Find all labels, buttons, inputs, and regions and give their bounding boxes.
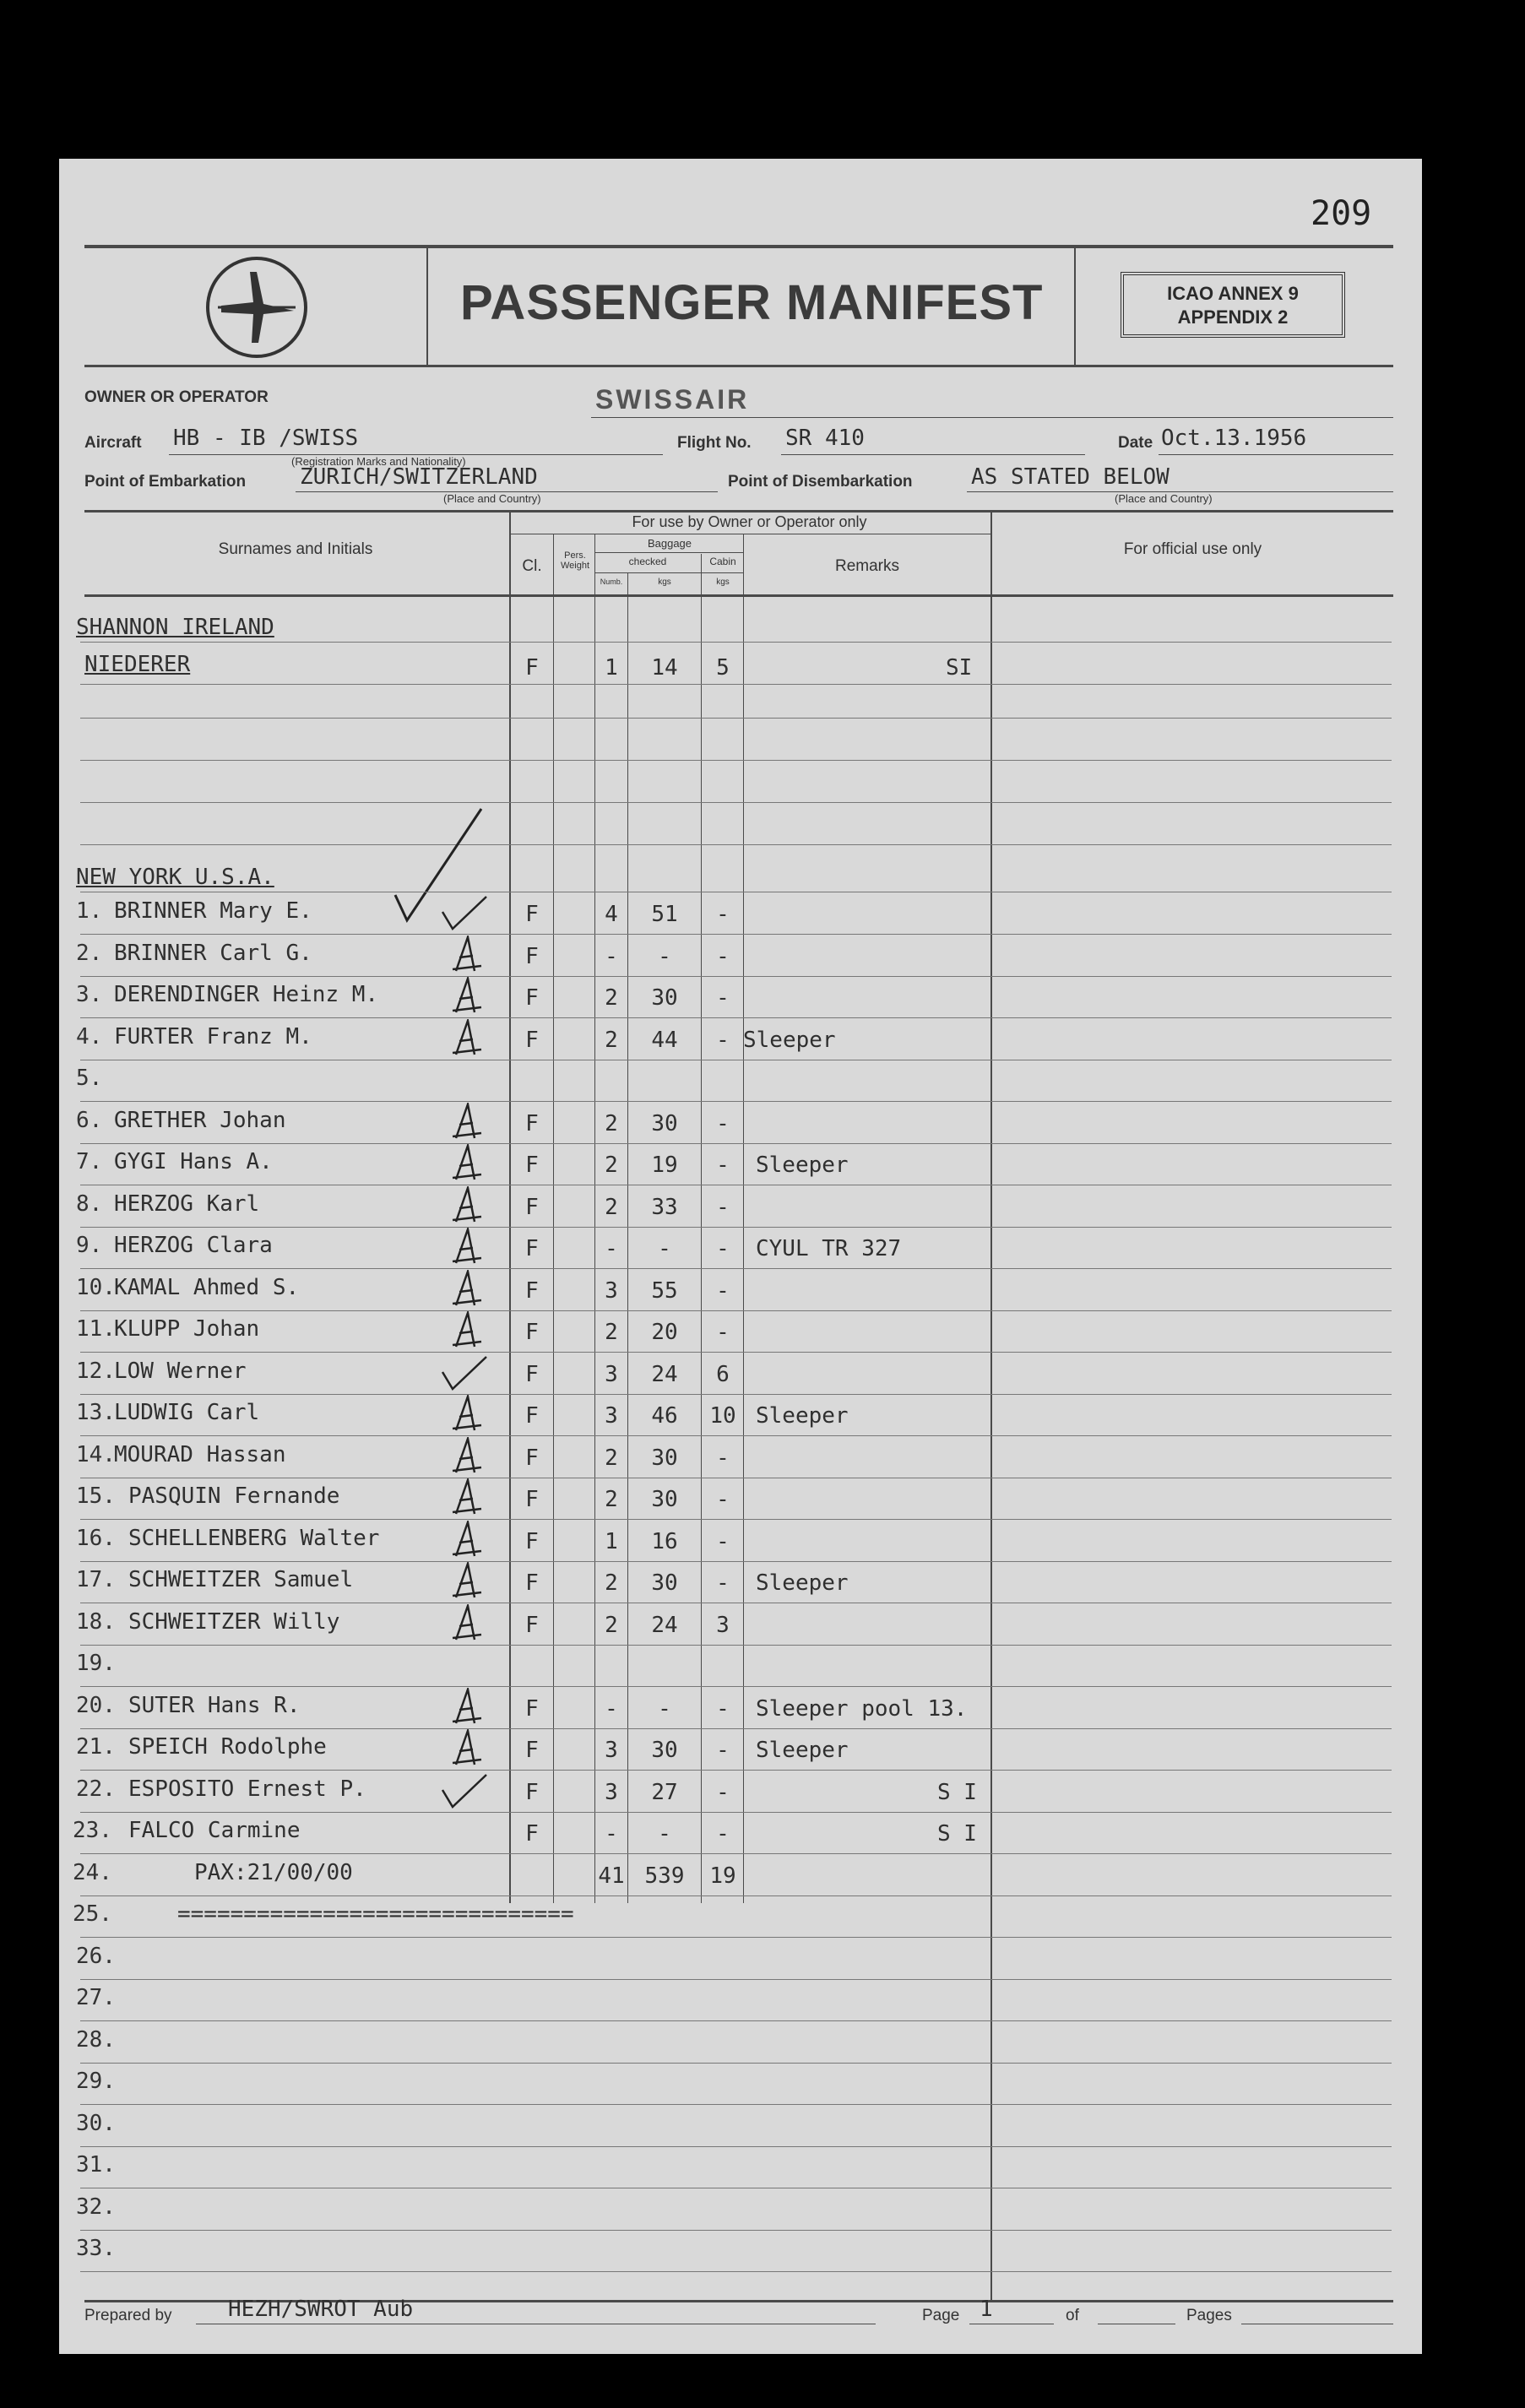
row-rule xyxy=(80,1812,1392,1813)
cabin-kgs: 19 xyxy=(709,1863,736,1889)
row-rule xyxy=(80,1143,1392,1144)
passenger-name: LOW Werner xyxy=(114,1359,247,1384)
row-rule xyxy=(80,1101,1392,1102)
row-number: 15. xyxy=(76,1483,116,1509)
cabin-kgs: - xyxy=(716,1821,730,1847)
baggage-kgs: 16 xyxy=(651,1529,678,1554)
passenger-name: KAMAL Ahmed S. xyxy=(114,1275,300,1300)
passenger-class: F xyxy=(525,1613,539,1638)
niederer-kgs: 14 xyxy=(651,655,678,681)
pages-label: Pages xyxy=(1186,2307,1232,2324)
passenger-name: FURTER Franz M. xyxy=(114,1024,312,1049)
cabin-kgs: - xyxy=(716,1570,730,1596)
baggage-number: - xyxy=(605,1696,618,1722)
row-number: 14. xyxy=(76,1442,116,1467)
row-rule xyxy=(80,976,1392,977)
cabin-kgs: 3 xyxy=(716,1613,730,1638)
passenger-name: ESPOSITO Ernest P. xyxy=(128,1776,366,1802)
section-newyork: NEW YORK U.S.A. xyxy=(76,865,274,890)
row-number: 5. xyxy=(76,1066,103,1091)
cabin-kgs: - xyxy=(716,1152,730,1178)
pers-label: Pers. xyxy=(564,550,586,561)
cabin-kgs: - xyxy=(716,1780,730,1805)
niederer-remark: SI xyxy=(946,655,973,681)
baggage-number: - xyxy=(605,944,618,969)
embarkation-value: ZURICH/SWITZERLAND xyxy=(300,464,538,490)
passenger-name: MOURAD Hassan xyxy=(114,1442,286,1467)
cabin-kgs: 6 xyxy=(716,1362,730,1387)
passenger-name: PASQUIN Fernande xyxy=(128,1483,340,1509)
cabin-kgs: - xyxy=(716,1487,730,1512)
cabin-kgs: - xyxy=(716,1696,730,1722)
row-number: 21. xyxy=(76,1734,116,1760)
surnames-header: Surnames and Initials xyxy=(218,540,373,558)
handwritten-a-mark-icon xyxy=(439,1228,490,1265)
weight-label: Weight xyxy=(560,561,590,571)
row-rule xyxy=(80,2104,1392,2105)
passenger-class: F xyxy=(525,1529,539,1554)
official-header: For official use only xyxy=(1123,540,1262,558)
row-rule xyxy=(80,1268,1392,1269)
passenger-name: BRINNER Carl G. xyxy=(114,941,312,966)
row-rule xyxy=(80,2063,1392,2064)
operator-value: SWISSAIR xyxy=(595,384,750,415)
passenger-name: GYGI Hans A. xyxy=(114,1149,273,1174)
baggage-kgs: 30 xyxy=(651,1570,678,1596)
checkmark-icon xyxy=(439,1771,490,1809)
passenger-class: F xyxy=(525,902,539,927)
row-rule xyxy=(80,1853,1392,1854)
row-rule xyxy=(80,1017,1392,1018)
handwritten-a-mark-icon xyxy=(439,1019,490,1056)
baggage-kgs: 30 xyxy=(651,1445,678,1471)
row-rule xyxy=(80,1227,1392,1228)
page-label: Page xyxy=(922,2307,960,2324)
niederer-cabin: 5 xyxy=(716,655,730,681)
row-rule xyxy=(80,802,1392,803)
baggage-kgs: 55 xyxy=(651,1278,678,1304)
passenger-remark: Sleeper xyxy=(756,1738,849,1763)
page-title: PASSENGER MANIFEST xyxy=(460,275,1044,330)
baggage-number: 3 xyxy=(605,1738,618,1763)
baggage-kgs: 30 xyxy=(651,1487,678,1512)
baggage-number: 2 xyxy=(605,985,618,1011)
cabin-kgs: - xyxy=(716,1236,730,1261)
reg-note: (Registration Marks and Nationality) xyxy=(291,455,466,468)
prepared-by-label: Prepared by xyxy=(84,2307,172,2324)
passenger-remark: S I xyxy=(937,1821,977,1847)
page-number: 209 xyxy=(1311,194,1372,233)
row-number: 18. xyxy=(76,1609,116,1635)
row-number: 9. xyxy=(76,1233,103,1258)
handwritten-a-mark-icon xyxy=(439,1437,490,1474)
checked-header: checked xyxy=(628,556,667,567)
row-rule xyxy=(80,1937,1392,1938)
handwritten-a-mark-icon xyxy=(439,1270,490,1307)
handwritten-a-mark-icon xyxy=(439,1521,490,1558)
row-number: 24. xyxy=(73,1860,112,1885)
passenger-name: KLUPP Johan xyxy=(114,1316,260,1342)
row-number: 3. xyxy=(76,982,103,1007)
passenger-remark: CYUL TR 327 xyxy=(756,1236,902,1261)
cabin-kgs: - xyxy=(716,1278,730,1304)
passenger-remark: Sleeper xyxy=(756,1403,849,1429)
page-value: 1 xyxy=(980,2297,993,2322)
cl-header: Cl. xyxy=(522,557,542,575)
row-rule xyxy=(80,1352,1392,1353)
date-value: Oct.13.1956 xyxy=(1161,426,1307,451)
passenger-class: F xyxy=(525,1570,539,1596)
cabin-kgs: - xyxy=(716,1529,730,1554)
passenger-remark: Sleeper xyxy=(743,1028,836,1053)
prepared-by-value: HEZH/SWROT Aub xyxy=(228,2297,414,2322)
baggage-number: 2 xyxy=(605,1487,618,1512)
cabin-kgs: 10 xyxy=(709,1403,736,1429)
baggage-number: 2 xyxy=(605,1570,618,1596)
place-country-note2: (Place and Country) xyxy=(1115,492,1213,505)
baggage-kgs: 30 xyxy=(651,1738,678,1763)
checked-rule xyxy=(595,572,744,573)
handwritten-a-mark-icon xyxy=(439,1688,490,1725)
passenger-name: SCHWEITZER Willy xyxy=(128,1609,340,1635)
date-underline xyxy=(1159,454,1393,455)
top-rule xyxy=(84,245,1393,248)
baggage-number: 2 xyxy=(605,1320,618,1345)
baggage-number: 3 xyxy=(605,1403,618,1429)
baggage-number: 3 xyxy=(605,1278,618,1304)
row-number: 12. xyxy=(76,1359,116,1384)
aircraft-label: Aircraft xyxy=(84,434,142,452)
passenger-class: F xyxy=(525,1195,539,1220)
handwritten-a-mark-icon xyxy=(439,1478,490,1516)
passenger-remark: Sleeper xyxy=(756,1570,849,1596)
baggage-kgs: 20 xyxy=(651,1320,678,1345)
baggage-kgs: 33 xyxy=(651,1195,678,1220)
passenger-class: F xyxy=(525,1320,539,1345)
cabin-kgs-header: kgs xyxy=(716,578,730,587)
baggage-kgs: 30 xyxy=(651,1111,678,1136)
baggage-kgs: - xyxy=(658,1696,671,1722)
table-header-rule xyxy=(84,594,1393,597)
passenger-class: F xyxy=(525,1738,539,1763)
kgs-header: kgs xyxy=(658,578,671,587)
passenger-name: DERENDINGER Heinz M. xyxy=(114,982,379,1007)
row-number: 33. xyxy=(76,2236,116,2261)
passenger-name: LUDWIG Carl xyxy=(114,1400,260,1425)
cabin-kgs: - xyxy=(716,1195,730,1220)
baggage-number: 2 xyxy=(605,1028,618,1053)
passenger-name: PAX:21/00/00 xyxy=(194,1860,353,1885)
passenger-class: F xyxy=(525,1236,539,1261)
airplane-logo-icon xyxy=(206,257,307,358)
col-line xyxy=(627,572,628,1903)
niederer-cl: F xyxy=(525,655,539,681)
baggage-header: Baggage xyxy=(647,537,692,550)
row-number: 32. xyxy=(76,2194,116,2220)
row-rule xyxy=(80,934,1392,935)
row-number: 25. xyxy=(73,1901,112,1927)
baggage-kgs: 27 xyxy=(651,1780,678,1805)
passenger-class: F xyxy=(525,1278,539,1304)
row-number: 4. xyxy=(76,1024,103,1049)
passenger-name: HERZOG Karl xyxy=(114,1191,260,1217)
passenger-class: F xyxy=(525,1780,539,1805)
numb-header: Numb. xyxy=(600,578,623,586)
baggage-kgs: 30 xyxy=(651,985,678,1011)
aircraft-value: HB - IB /SWISS xyxy=(173,426,359,451)
row-number: 13. xyxy=(76,1400,116,1425)
row-number: 23. xyxy=(73,1818,112,1843)
baggage-number: 2 xyxy=(605,1152,618,1178)
handwritten-a-mark-icon xyxy=(439,1562,490,1599)
flight-no-label: Flight No. xyxy=(677,434,752,452)
owner-label: OWNER OR OPERATOR xyxy=(84,388,269,406)
row-rule xyxy=(80,1728,1392,1729)
handwritten-a-mark-icon xyxy=(439,1395,490,1432)
passenger-class: F xyxy=(525,1445,539,1471)
embarkation-label: Point of Embarkation xyxy=(84,473,247,491)
passenger-remark: S I xyxy=(937,1780,977,1805)
handwritten-a-mark-icon xyxy=(439,1186,490,1223)
passenger-name: FALCO Carmine xyxy=(128,1818,301,1843)
header-bottom-rule xyxy=(84,365,1393,367)
niederer-num: 1 xyxy=(605,655,618,681)
row-number: 6. xyxy=(76,1108,103,1133)
cabin-kgs: - xyxy=(716,1320,730,1345)
passenger-name: ============================== xyxy=(177,1901,574,1927)
cabin-kgs: - xyxy=(716,902,730,927)
row-rule xyxy=(80,718,1392,719)
cabin-kgs: - xyxy=(716,985,730,1011)
row-number: 26. xyxy=(76,1944,116,1969)
passenger-name: HERZOG Clara xyxy=(114,1233,273,1258)
of-label: of xyxy=(1066,2307,1079,2324)
row-rule xyxy=(80,1686,1392,1687)
disembarkation-value: AS STATED BELOW xyxy=(971,464,1170,490)
checkmark-icon xyxy=(439,1353,490,1391)
handwritten-a-mark-icon xyxy=(439,1103,490,1140)
cabin-header: Cabin xyxy=(709,556,736,567)
row-number: 28. xyxy=(76,2027,116,2053)
niederer-name: NIEDERER xyxy=(84,652,191,677)
cabin-kgs: - xyxy=(716,1445,730,1471)
baggage-rule xyxy=(595,552,744,553)
row-number: 27. xyxy=(76,1985,116,2010)
remarks-header: Remarks xyxy=(834,557,899,575)
baggage-kgs: 46 xyxy=(651,1403,678,1429)
row-number: 29. xyxy=(76,2069,116,2094)
passenger-class: F xyxy=(525,1152,539,1178)
cabin-kgs: - xyxy=(716,1028,730,1053)
baggage-number: 2 xyxy=(605,1613,618,1638)
table-top-rule xyxy=(84,510,1393,513)
baggage-number: 1 xyxy=(605,1529,618,1554)
header-divider xyxy=(426,247,428,366)
row-number: 11. xyxy=(76,1316,116,1342)
row-rule xyxy=(80,1310,1392,1311)
baggage-kgs: - xyxy=(658,944,671,969)
row-rule xyxy=(80,2230,1392,2231)
baggage-kgs: - xyxy=(658,1821,671,1847)
passenger-class: F xyxy=(525,1111,539,1136)
baggage-kgs: - xyxy=(658,1236,671,1261)
row-rule xyxy=(80,2146,1392,2147)
baggage-number: - xyxy=(605,1821,618,1847)
row-number: 31. xyxy=(76,2152,116,2178)
row-number: 1. xyxy=(76,898,103,924)
baggage-number: 41 xyxy=(598,1863,625,1889)
passenger-name: SPEICH Rodolphe xyxy=(128,1734,327,1760)
row-rule xyxy=(80,1519,1392,1520)
row-rule xyxy=(80,844,1392,845)
baggage-kgs: 19 xyxy=(651,1152,678,1178)
passenger-name: SUTER Hans R. xyxy=(128,1693,301,1718)
passenger-name: SCHWEITZER Samuel xyxy=(128,1567,354,1592)
col-line xyxy=(990,510,992,2300)
section-shannon: SHANNON IRELAND xyxy=(76,615,274,640)
baggage-number: 4 xyxy=(605,902,618,927)
baggage-kgs: 24 xyxy=(651,1362,678,1387)
date-label: Date xyxy=(1118,434,1153,452)
row-rule xyxy=(80,1435,1392,1436)
handwritten-a-mark-icon xyxy=(439,1604,490,1641)
row-number: 30. xyxy=(76,2111,116,2136)
row-number: 19. xyxy=(76,1651,116,1676)
baggage-kgs: 51 xyxy=(651,902,678,927)
row-rule xyxy=(80,642,1392,643)
header-divider xyxy=(1074,247,1076,366)
row-number: 2. xyxy=(76,941,103,966)
passenger-name: BRINNER Mary E. xyxy=(114,898,312,924)
row-rule xyxy=(80,1394,1392,1395)
row-rule xyxy=(80,1895,1392,1896)
row-rule xyxy=(80,1561,1392,1562)
baggage-number: 3 xyxy=(605,1362,618,1387)
row-number: 7. xyxy=(76,1149,103,1174)
flight-underline xyxy=(781,454,1085,455)
icao-line1: ICAO ANNEX 9 xyxy=(1167,283,1299,304)
handwritten-a-mark-icon xyxy=(439,977,490,1014)
passenger-name: SCHELLENBERG Walter xyxy=(128,1526,380,1551)
passenger-class: F xyxy=(525,1487,539,1512)
baggage-kgs: 44 xyxy=(651,1028,678,1053)
passenger-class: F xyxy=(525,1362,539,1387)
handwritten-a-mark-icon xyxy=(439,1144,490,1181)
passenger-class: F xyxy=(525,1821,539,1847)
passenger-class: F xyxy=(525,1403,539,1429)
handwritten-a-mark-icon xyxy=(439,936,490,973)
passenger-remark: Sleeper pool 13. xyxy=(756,1696,968,1722)
col-line xyxy=(553,534,554,1903)
cabin-kgs: - xyxy=(716,1738,730,1763)
row-rule xyxy=(80,2271,1392,2272)
passenger-class: F xyxy=(525,1028,539,1053)
row-rule xyxy=(80,1979,1392,1980)
cabin-kgs: - xyxy=(716,944,730,969)
row-number: 8. xyxy=(76,1191,103,1217)
baggage-number: 2 xyxy=(605,1445,618,1471)
baggage-number: 2 xyxy=(605,1111,618,1136)
passenger-remark: Sleeper xyxy=(756,1152,849,1178)
row-number: 22. xyxy=(76,1776,116,1802)
owner-use-header: For use by Owner or Operator only xyxy=(632,513,867,530)
baggage-number: 2 xyxy=(605,1195,618,1220)
pers-weight-header xyxy=(556,550,594,571)
row-number: 16. xyxy=(76,1526,116,1551)
row-number: 20. xyxy=(76,1693,116,1718)
flight-no-value: SR 410 xyxy=(785,426,865,451)
disembarkation-label: Point of Disembarkation xyxy=(728,473,913,491)
cabin-kgs: - xyxy=(716,1111,730,1136)
icao-box xyxy=(1121,272,1345,338)
row-rule xyxy=(80,1645,1392,1646)
baggage-kgs: 539 xyxy=(644,1863,685,1889)
row-number: 10. xyxy=(76,1275,116,1300)
handwritten-a-mark-icon xyxy=(439,1729,490,1766)
handwritten-a-mark-icon xyxy=(439,1311,490,1348)
row-rule xyxy=(80,684,1392,685)
passenger-class: F xyxy=(525,1696,539,1722)
place-country-note: (Place and Country) xyxy=(443,492,541,505)
passenger-name: GRETHER Johan xyxy=(114,1108,286,1133)
baggage-number: - xyxy=(605,1236,618,1261)
icao-line2: APPENDIX 2 xyxy=(1177,306,1289,328)
row-number: 17. xyxy=(76,1567,116,1592)
owner-underline xyxy=(591,417,1393,418)
baggage-kgs: 24 xyxy=(651,1613,678,1638)
row-rule xyxy=(80,760,1392,761)
passenger-class: F xyxy=(525,944,539,969)
row-rule xyxy=(80,1770,1392,1771)
baggage-number: 3 xyxy=(605,1780,618,1805)
passenger-class: F xyxy=(525,985,539,1011)
checkmark-icon xyxy=(439,893,490,930)
row-rule xyxy=(80,2020,1392,2021)
